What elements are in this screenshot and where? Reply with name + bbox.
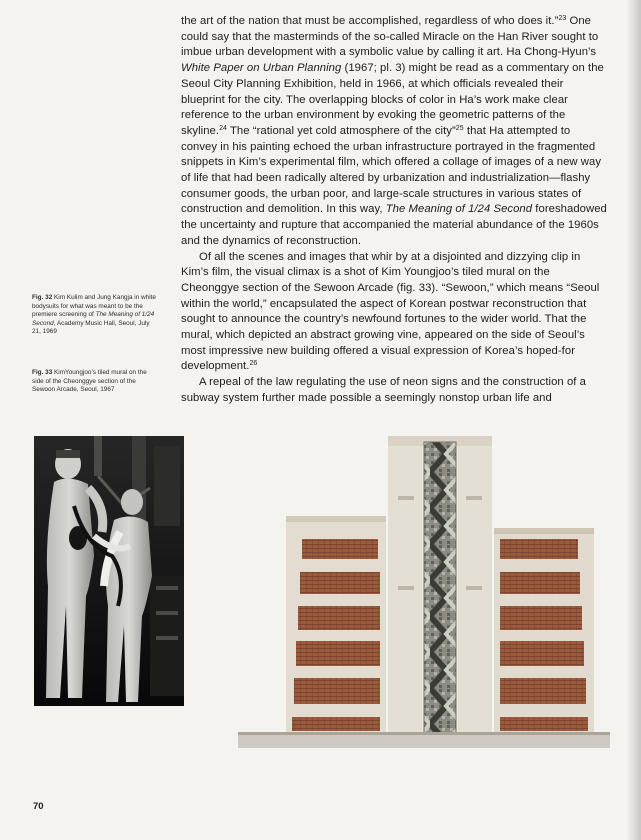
main-body-text [181, 14, 609, 407]
text-run: (1967; pl. 3) might be read as a commentary on the Seoul City Planning Exhibition, held in 1966, at which officials revealed their blueprint for the city. The overlapping blocks of color in Ha’s work make clear reference to the urban environment by evoking the geometric patterns of the skyline. [181, 62, 604, 137]
caption-fig-32 [32, 294, 157, 337]
text-run: One could say that the masterminds of the so-called Miracle on the Han River sought to imbue urban development with a symbolic value by calling it art. Ha Chong-Hyun’s [181, 15, 599, 59]
footnote-marker: 24 [219, 124, 227, 132]
body-paragraph [181, 250, 609, 376]
fig-33-photo [238, 436, 610, 748]
caption-fig-33 [32, 369, 157, 395]
body-paragraph [181, 14, 609, 250]
text-run: KimYoungjoo’s tiled mural on the side of the Cheonggye section of the Sewoon Arcade, Seoul, 1967 [32, 369, 147, 394]
italic-title: White Paper on Urban Planning [181, 62, 342, 75]
fig-32-photo [34, 436, 184, 706]
text-run: foreshadowed the uncertainty and rupture that accompanied the material abundance of the 1960s and the dynamics of reconstruction. [181, 203, 607, 247]
text-run: Of all the scenes and images that whir by at a disjointed and dizzying clip in Kim’s film, the visual climax is a shot of Kim Youngjoo’s tiled mural on the Cheonggye section of the Sewoon Arcade (fig. 33). “Sewoon,” which means “Seoul within the world,” encapsulated the aspect of Korean postwar reconstruction that sought to announce the country’s newfound fortunes to the wider world. That the mural, which depicted an abstract growing vine, appeared on the side of Seoul’s most impressive new building offered a visual expression of Korea’s hoped-for development. [181, 250, 600, 373]
italic-title: The Meaning of 1/24 Second [32, 311, 155, 327]
text-run: A repeal of the law regulating the use of neon signs and the construction of a subway system further made possible a seemingly nonstop urban life and [181, 376, 586, 404]
text-run: , Academy Music Hall, Seoul, July 21, 1969 [32, 319, 150, 336]
italic-title: The Meaning of 1/24 Second [385, 203, 533, 216]
footnote-marker: 25 [455, 124, 464, 132]
footnote-marker: 26 [249, 360, 258, 368]
footnote-marker: 23 [558, 15, 567, 22]
caption-fig-33-label: Fig. 33 [32, 369, 53, 376]
body-paragraph [181, 375, 609, 406]
text-run: The “rational yet cold atmosphere of the city” [226, 124, 456, 137]
page-number: 70 [33, 801, 44, 812]
text-run: that Ha attempted to convey in his painting echoed the urban infrastructure portrayed in the fragmented snippets in Kim’s experimental film, which offered a collage of images of a new way of life that had been radically altered by urbanization and industrialization—flashy consumer goods, the urban poor, and large-scale structures in various states of construction and demolition. In this way, [181, 124, 602, 216]
text-run: Kim Kulim and Jung Kangja in white bodysuits for what was meant to be the premiere screening of [32, 294, 156, 319]
caption-fig-32-label: Fig. 32 [32, 294, 53, 301]
text-run: the art of the nation that must be accomplished, regardless of who does it.” [181, 15, 559, 27]
binding-shadow [627, 0, 641, 840]
